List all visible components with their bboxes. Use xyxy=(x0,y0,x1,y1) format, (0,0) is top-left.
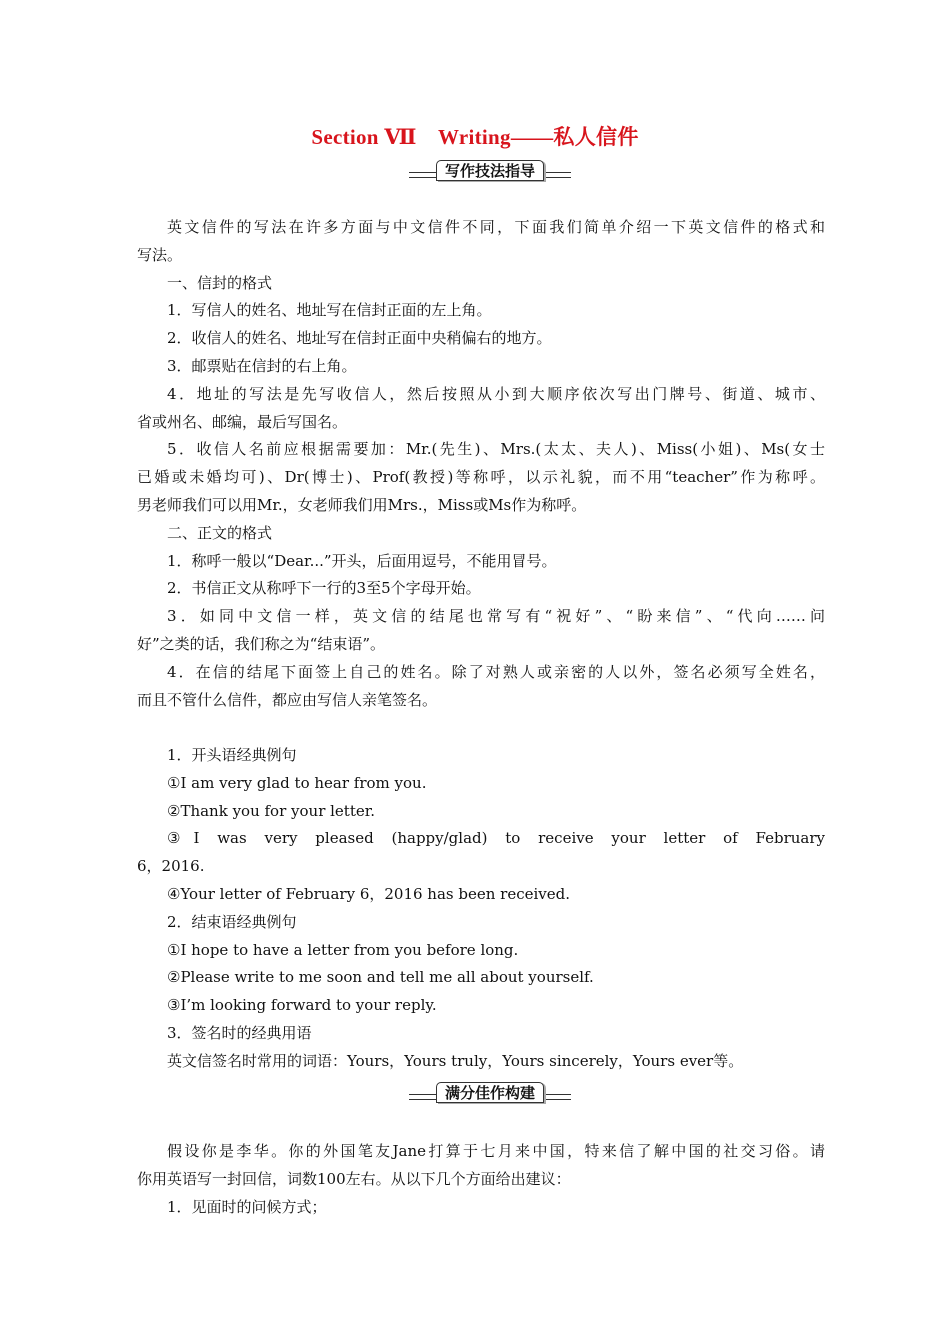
closing-heading: 2．结束语经典例句 xyxy=(167,912,297,931)
intro-paragraph-end: 写法。 xyxy=(137,245,183,264)
body-format-item: 1．称呼一般以“Dear...”开头，后面用逗号，不能用冒号。 xyxy=(167,551,557,570)
section-banner-model-essay xyxy=(409,1080,571,1104)
envelope-item-cont: 已婚或未婚均可)、Dr(博士)、Prof(教授)等称呼，以示礼貌，而不用“teacher”作为称呼。 xyxy=(137,468,825,487)
writing-tips-content xyxy=(137,214,825,714)
task-item: 1．见面时的问候方式； xyxy=(167,1197,327,1216)
banner-label: 写作技法指导 xyxy=(436,160,544,181)
envelope-item-cont: 省或州名、邮编，最后写国名。 xyxy=(137,412,348,431)
closing-example: ①I hope to have a letter from you before long. xyxy=(167,940,519,959)
opening-heading: 1．开头语经典例句 xyxy=(167,746,297,764)
task-line: 假设你是李华。你的外国笔友Jane打算于七月来中国，特来信了解中国的社交习俗。请 xyxy=(167,1142,825,1160)
envelope-item: 5．收信人名前应根据需要加：Mr.(先生)、Mrs.(太太、夫人)、Miss(小姐)、Ms(女士 xyxy=(167,440,825,459)
body-format-item: 2．书信正文从称呼下一行的3至5个字母开始。 xyxy=(167,579,481,598)
envelope-heading: 一、信封的格式 xyxy=(167,273,273,292)
closing-example: ②Please write to me soon and tell me all about yourself. xyxy=(167,968,594,987)
banner-label: 满分佳作构建 xyxy=(436,1082,544,1103)
envelope-item: 4．地址的写法是先写收信人，然后按照从小到大顺序依次写出门牌号、街道、城市、 xyxy=(167,384,825,403)
body-format-item-cont: 好”之类的话，我们称之为“结束语”。 xyxy=(137,634,386,653)
body-format-item-cont: 而且不管什么信件，都应由写信人亲笔签名。 xyxy=(137,690,438,709)
envelope-item-cont: 男老师我们可以用Mr.，女老师我们用Mrs.，Miss或Ms作为称呼。 xyxy=(137,495,587,514)
section-banner-writing-tips xyxy=(409,158,571,182)
envelope-item: 3．邮票贴在信封的右上角。 xyxy=(167,356,357,375)
body-format-item: 3．如同中文信一样，英文信的结尾也常写有“祝好”、“盼来信”、“代向……问 xyxy=(167,607,825,626)
envelope-item: 2．收信人的姓名、地址写在信封正面中央稍偏右的地方。 xyxy=(167,329,552,348)
opening-example: ②Thank you for your letter. xyxy=(167,801,376,820)
opening-example: ④Your letter of February 6，2016 has been received. xyxy=(167,884,571,903)
body-format-item: 4．在信的结尾下面签上自己的姓名。除了对熟人或亲密的人以外，签名必须写全姓名， xyxy=(167,662,825,681)
opening-example-cont: 6，2016. xyxy=(137,857,205,876)
opening-example: ①I am very glad to hear from you. xyxy=(167,773,427,792)
envelope-item: 1．写信人的姓名、地址写在信封正面的左上角。 xyxy=(167,301,492,320)
task-prompt xyxy=(137,1138,825,1221)
classic-phrases xyxy=(137,742,825,1076)
task-line: 你用英语写一封回信，词数100左右。从以下几个方面给出建议： xyxy=(137,1169,571,1188)
closing-example: ③I’m looking forward to your reply. xyxy=(167,996,437,1015)
intro-paragraph: 英文信件的写法在许多方面与中文信件不同，下面我们简单介绍一下英文信件的格式和 xyxy=(167,218,825,236)
signature-heading: 3．签名时的经典用语 xyxy=(167,1023,312,1042)
body-format-heading: 二、正文的格式 xyxy=(167,523,273,542)
signature-text: 英文信签名时常用的词语：Yours，Yours truly，Yours sincerely，Yours ever等。 xyxy=(167,1051,744,1070)
opening-example: ③I was very pleased (happy/glad) to receive your letter of February xyxy=(167,829,825,848)
page-title: Section Ⅶ Writing——私人信件 xyxy=(311,125,639,149)
